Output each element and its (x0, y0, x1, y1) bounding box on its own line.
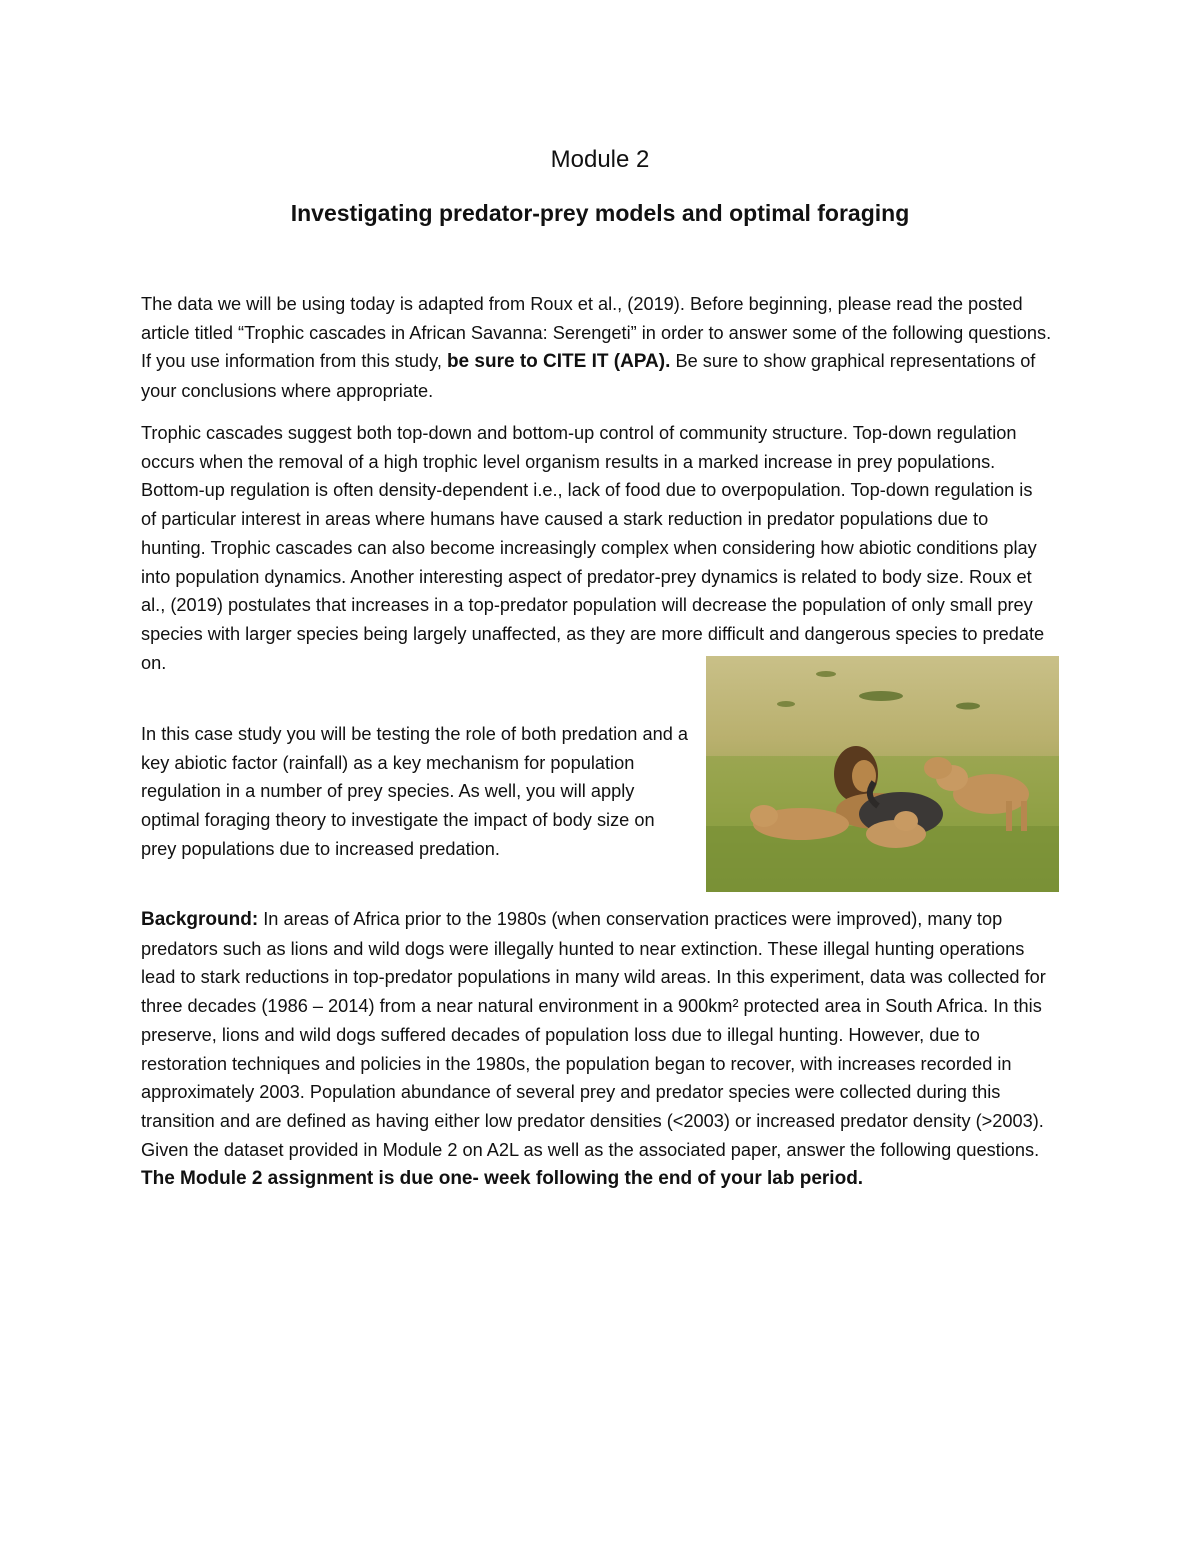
intro-text-part1: The data we will be using today is adapted from Roux et al., (2019). Before beginning, please read the posted article titled “Trophic cascades in African Savanna: Serengeti” in order to answer some of the following questions. If you use information from this study, (141, 294, 1052, 372)
intro-text-part2: Be sure to show graphical representations of your conclusions where appropriate. (141, 351, 1036, 402)
background-label: Background: (141, 909, 259, 930)
background-text: In areas of Africa prior to the 1980s (when conservation practices were improved), many top predators such as lions and wild dogs were illegally hunted to near extinction. These illegal hunting operations lead to stark reductions in top-predator populations in many wild areas. In this experiment, data was collected for three decades (1986 – 2014) from a near natural environment in a 900km² protected area in South Africa. In this preserve, lions and wild dogs suffered decades of population loss due to illegal hunting. However, due to restoration techniques and policies in the 1980s, the population began to recover, with increases recorded in approximately 2003. Population abundance of several prey and predator species were collected during this transition and are defined as having either low predator densities (<2003) or increased predator density (>2003). Given the dataset provided in Module 2 on A2L as well as the associated paper, answer the following questions. (141, 909, 1046, 1160)
case-study-paragraph (141, 720, 701, 864)
trophic-cascades-text: Trophic cascades suggest both top-down and bottom-up control of community structure. Top-down regulation occurs when the removal of a high trophic level organism results in a marked increase in prey populations. Bottom-up regulation is often density-dependent i.e., lack of food due to overpopulation. Top-down regulation is of particular interest in areas where humans have caused a stark reduction in predator populations due to hunting. Trophic cascades can also become increasingly complex when considering how abiotic conditions play into population dynamics. Another interesting aspect of predator-prey dynamics is related to body size. Roux et al., (2019) postulates that increases in a top-predator population will decrease the population of only small prey species with larger species being largely unaffected, as they are more difficult and dangerous species to predate on. (141, 423, 1045, 673)
lions-feeding-photo (706, 656, 1059, 892)
background-paragraph (141, 905, 1061, 1194)
case-study-text: In this case study you will be testing the role of both predation and a key abiotic factor (rainfall) as a key mechanism for population regulation in a number of prey species. As well, you will apply optimal foraging theory to investigate the impact of body size on prey populations due to increased predation. (141, 724, 688, 859)
lions-photo-illustration (706, 656, 1059, 892)
intro-paragraph (141, 290, 1061, 406)
due-notice: The Module 2 assignment is due one- week following the end of your lab period (141, 1168, 858, 1190)
document-subtitle: Investigating predator-prey models and optimal foraging (290, 200, 910, 226)
due-notice-end: . (857, 1168, 864, 1190)
trophic-cascades-paragraph (141, 419, 1061, 677)
cite-emphasis: be sure to CITE IT (APA). (446, 351, 671, 373)
document-title: Module 2 (550, 146, 650, 173)
